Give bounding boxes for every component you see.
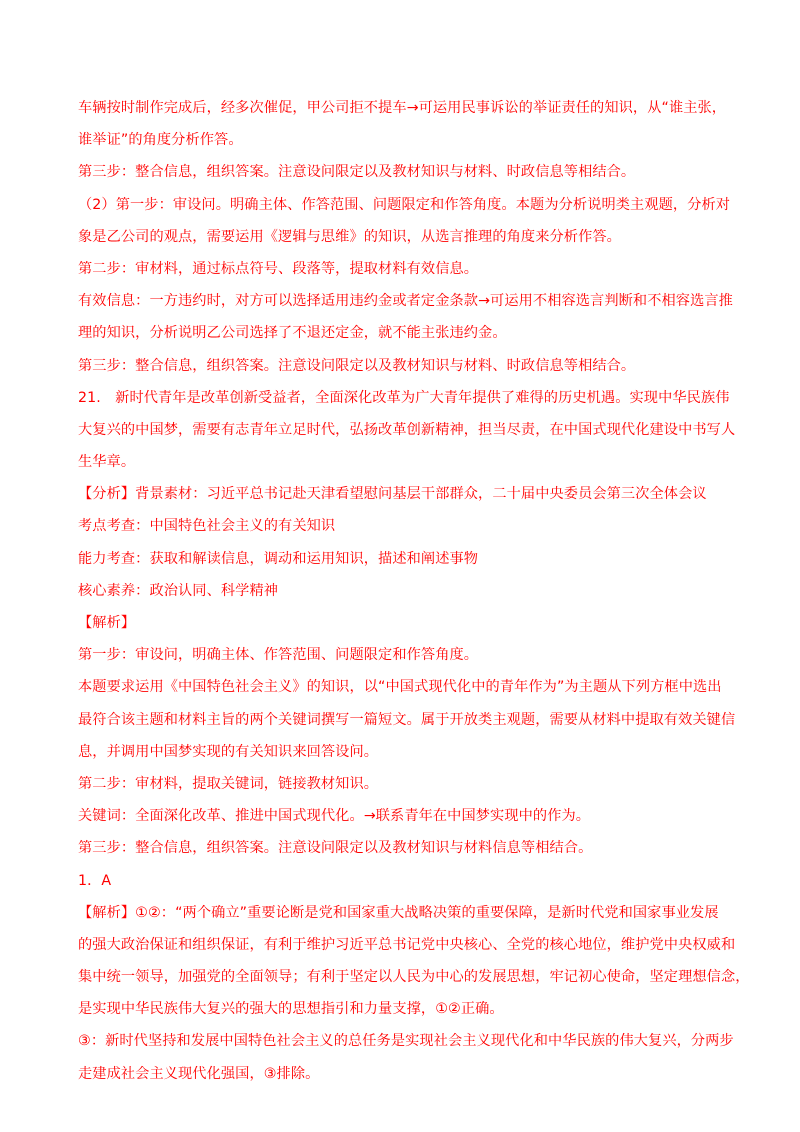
text-line-19: 本题要求运用《中国特色社会主义》的知识，以“中国式现代化中的青年作为”为主题从下列方框中选出 bbox=[78, 679, 722, 696]
question-21-line-3: 生华章。 bbox=[78, 454, 136, 471]
text-line-4: （2）第一步：审设问。明确主体、作答范围、问题限定和作答角度。本题为分析说明类主观题，分析对 bbox=[78, 196, 731, 213]
text-line-21: 息，并调用中国梦实现的有关知识来回答设问。 bbox=[78, 743, 379, 760]
text-line-22: 第二步：审材料，提取关键词，链接教材知识。 bbox=[78, 775, 379, 792]
text-line-1: 车辆按时制作完成后，经多次催促，甲公司拒不提车→可运用民事诉讼的举证责任的知识，从“谁主张， bbox=[78, 100, 727, 116]
text-line-7: 有效信息：一方违约时，对方可以选择适用违约金或者定金条款→可运用不相容选言判断和不相容选言推 bbox=[78, 293, 733, 310]
text-line-27: 的强大政治保证和组织保证，有利于维护习近平总书记党中央核心、全党的核心地位，维护党中央权威和 bbox=[78, 936, 736, 953]
text-line-28: 集中统一领导，加强党的全面领导；有利于坚定以人民为中心的发展思想，牢记初心使命，坚定理想信念， bbox=[78, 969, 750, 986]
text-line-23: 关键词：全面深化改革、推进中国式现代化。→联系青年在中国梦实现中的作为。 bbox=[78, 808, 591, 825]
text-line-6: 第二步：审材料，通过标点符号、段落等，提取材料有效信息。 bbox=[78, 260, 479, 277]
text-line-26: 【解析】①②：“两个确立”重要论断是党和国家重大战略决策的重要保障，是新时代党和国家事业发展 bbox=[78, 904, 719, 921]
text-line-18: 第一步：审设问，明确主体、作答范围、问题限定和作答角度。 bbox=[78, 647, 479, 664]
text-line-9: 第三步：整合信息，组织答案。注意设问限定以及教材知识与材料、时政信息等相结合。 bbox=[78, 357, 636, 374]
ability-line: 能力考查：获取和解读信息，调动和运用知识，描述和阐述事物 bbox=[78, 550, 479, 567]
question-21-line-2: 大复兴的中国梦，需要有志青年立足时代，弘扬改革创新精神，担当尽责，在中国式现代化建设中书写人 bbox=[78, 421, 736, 438]
explanation-heading: 【解析】 bbox=[78, 615, 136, 631]
text-line-5: 象是乙公司的观点，需要运用《逻辑与思维》的知识，从选言推理的角度来分析作答。 bbox=[78, 228, 621, 245]
answer-1-line: 1．A bbox=[78, 872, 112, 889]
document-body bbox=[78, 92, 750, 1090]
text-line-29: 是实现中华民族伟大复兴的强大的思想指引和力量支撑，①②正确。 bbox=[78, 1001, 504, 1018]
exam-point-line: 考点考查：中国特色社会主义的有关知识 bbox=[78, 518, 336, 535]
text-line-3: 第三步：整合信息，组织答案。注意设问限定以及教材知识与材料、时政信息等相结合。 bbox=[78, 164, 636, 181]
question-21-line-1: 21. 新时代青年是改革创新受益者，全面深化改革为广大青年提供了难得的历史机遇。实现中华民族伟 bbox=[78, 389, 730, 406]
text-line-8: 理的知识，分析说明乙公司选择了不退还定金，就不能主张违约金。 bbox=[78, 325, 507, 342]
analysis-heading-line: 【分析】背景素材：习近平总书记赴天津看望慰问基层干部群众，二十届中央委员会第三次全体会议 bbox=[78, 486, 707, 503]
text-line-2: 谁举证”的角度分析作答。 bbox=[78, 132, 243, 149]
text-line-30: ③：新时代坚持和发展中国特色社会主义的总任务是实现社会主义现代化和中华民族的伟大复兴，分两步 bbox=[78, 1033, 734, 1050]
core-literacy-line: 核心素养：政治认同、科学精神 bbox=[78, 582, 279, 599]
text-line-24: 第三步：整合信息，组织答案。注意设问限定以及教材知识与材料信息等相结合。 bbox=[78, 840, 593, 857]
text-line-31: 走建成社会主义现代化强国，③排除。 bbox=[78, 1065, 320, 1082]
text-line-20: 最符合该主题和材料主旨的两个关键词撰写一篇短文。属于开放类主观题，需要从材料中提取有效关键信 bbox=[78, 711, 736, 728]
